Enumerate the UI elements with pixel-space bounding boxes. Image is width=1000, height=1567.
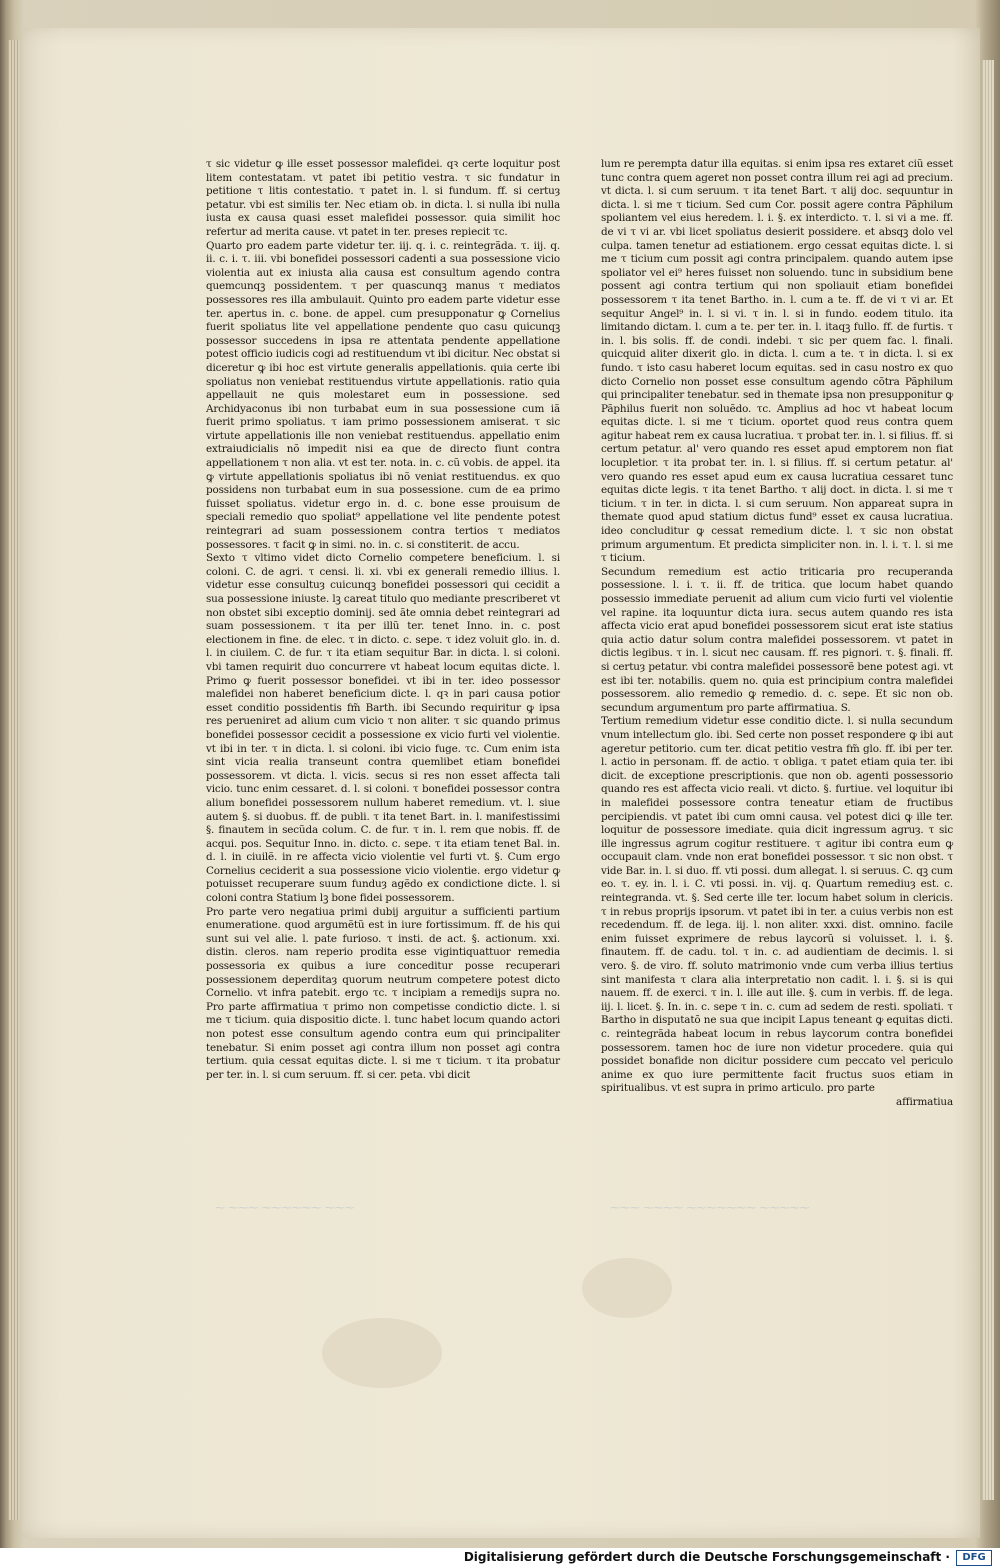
paper-stain bbox=[322, 1318, 442, 1388]
dfg-logo-icon: DFG bbox=[956, 1550, 992, 1566]
paragraph: Sexto τ vltimo videt dicto Cornelio competere beneficium. l. si coloni. C. de agri. τ censi. li. xi. vbi ex generali remedio illius. l. videtur esse consultuȝ cuicunqꝫ bonefidei possessori qui cecidit a sua possessione iniuste. lꝫ careat titulo quo mediante prescriberet vt non obstet sibi exceptio dominij. sed ãte omnia debet reintegrari ad suam possessionem. τ ita per illũ ter. tenet Inno. in. c. post electionem in fine. de elec. τ in dicto. c. sepe. τ idez voluit glo. in. d. l. in ciuilem. C. de fur. τ ita etiam sequitur Bar. in dicta. l. si coloni. vbi tamen requirit duo concurrere vt habeat locum equitas dicte. l. Primo ꝙ fuerit possessor bonefidei. vt ibi in ter. ideo possessor malefidei non haberet beneficium dicte. l. qꝛ in pari causa potior esset conditio possidentis fm̃ Barth. ibi Secundo requiritur ꝙ ipsa res perueniret ad alium cum vicio τ non aliter. τ sic quando primus bonefidei possessor cecidit a possessione ex vicio furti vel violentie. vt ibi in ter. τ in dicta. l. si coloni. ibi vicio fuge. τc. Cum enim ista sint vicia realia transeunt contra quemlibet etiam bonefidei possessorem. vt dicta. l. vicis. secus si res non esset affecta tali vicio. tunc enim cessaret. d. l. si coloni. τ bonefidei possessor contra alium bonefidei possessorem nullum haberet remedium. vt. l. siue autem §. si duobus. ff. de publi. τ ita tenet Bart. in. l. manifestissimi §. finautem in secũda colum. C. de fur. τ in. l. rem que nobis. ff. de acqui. pos. Sequitur Inno. in. dicto. c. sepe. τ ita etiam tenet Bal. in. d. l. in ciuilẽ. in re affecta vicio violentie vel furti vt. §. Cum ergo Cornelius ceciderit a sua possessione vicio violentie. ergo videtur ꝙ potuisset recuperare suum funduȝ agẽdo ex condictione dicte. l. si coloni contra Statium lꝫ bone fidei possessorem. bbox=[206, 552, 560, 905]
paragraph: lum re perempta datur illa equitas. si enim ipsa res extaret ciũ esset tunc contra quem ageret non posset contra illum rei agi ad precium. vt dicta. l. si cum seruum. τ ita tenet Bart. τ alij doc. sequuntur in dicta. l. si me τ ticium. Sed cum Cor. possit agere contra Pãphilum spoliantem vel eius heredem. l. i. §. ex interdicto. τ. l. si vi a me. ff. de vi τ vi ar. vbi licet spoliatus desierit possidere. et absqꝫ dolo vel culpa. tamen tenetur ad estiationem. ergo cessat equitas dicte. l. si me τ ticium cum possit agi contra principalem. quando autem ipse spoliator vel ei⁹ heres fuisset non soluendo. tunc in subsidium bene possent agi contra tertium qui non spoliauit etiam bonefidei possessorem τ ita tenet Bartho. in. l. cum a te. ff. de vi τ vi ar. Et sequitur Angel⁹ in. l. si vi. τ in. l. si in fundo. eodem titulo. ita limitando dictam. l. cum a te. per ter. in. l. itaqꝫ fullo. ff. de furtis. τ in. l. bis solis. ff. de condi. indebi. τ sic per quem fac. l. finali. quicquid aliter dixerit glo. in dicta. l. cum a te. τ in dicta. l. si ex fundo. τ isto casu haberet locum equitas. sed in casu nostro ex quo dicto Cornelio non posset esse consultum agendo cõtra Pãphilum qui principaliter tenebatur. sed in themate ipsa non presupponitur ꝙ Pãphilus fuerit non soluẽdo. τc. Amplius ad hoc vt habeat locum equitas dicte. l. si me τ ticium. oportet quod reus contra quem agitur habeat rem ex causa lucratiua. τ probat ter. in. l. si filius. ff. si certum petatur. al' vero quando res esset apud emptorem non fiat locupletior. τ ita probat ter. in. l. si filius. ff. si certum petatur. al' vero quando res esset apud eum ex causa lucratiua cessaret tunc equitas dicte legis. τ ita tenet Bartho. τ alij doct. in dicta. l. si me τ ticium. τ in ter. in dicta. l. si cum seruum. Non appareat supra in themate quod apud statium dictus fund⁹ esset ex causa lucratiua. ideo concluditur ꝙ cessat remedium dicte. l. τ sic non obstat primum argumentum. Et predicta simpliciter non. in. l. i. τ. l. si me τ ticium. bbox=[601, 158, 953, 565]
right-text-column bbox=[601, 158, 953, 1110]
paragraph: Pro parte vero negatiua primi dubij arguitur a sufficienti partium enumeratione. quod argumẽtũ est in iure fortissimum. ff. de his qui sunt sui vel alie. l. pate furioso. τ insti. de act. §. actionum. xxi. distin. cleros. nam reperio prodita esse vigintiquattuor remedia possessoria ex quibus a iure conceditur posse recuperari possessionem deperditaȝ quorum neutrum competere potest dicto Cornelio. vt infra patebit. ergo τc. τ incipiam a remedijs supra no. Pro parte affirmatiua τ primo non competisse condictio dicte. l. si me τ ticium. quia dispositio dicte. l. tunc habet locum quando actori non potest esse consultum agendo contra eum qui principaliter tenebatur. Si enim posset agi contra illum non posset agi contra tertium. quia cessat equitas dicte. l. si me τ ticium. τ ita probatur per ter. in. l. si cum seruum. ff. si cer. peta. vbi dicit bbox=[206, 905, 560, 1081]
paragraph: τ sic videtur ꝙ ille esset possessor malefidei. qꝛ certe loquitur post litem contestatam. vt patet ibi petitio vestra. τ sic fundatur in petitione τ litis contestatio. τ patet in. l. si fundum. ff. si certuȝ petatur. vbi est similis ter. Nec etiam ob. in dicta. l. si nulla ibi nulla iusta ex causa quasi esset malefidei possessor. quia similit hoc refertur ad merita cause. vt patet in ter. preses repiecit τc. bbox=[206, 158, 560, 238]
show-through-text: ⁓⁓⁓ ⁓⁓⁓⁓ ⁓⁓⁓⁓⁓⁓⁓ ⁓⁓⁓⁓⁓ bbox=[610, 1203, 810, 1214]
funding-notice: Digitalisierung gefördert durch die Deutsche Forschungsgemeinschaft · bbox=[463, 1550, 950, 1564]
show-through-text: ⁓ ⁓⁓⁓ ⁓⁓⁓⁓⁓⁓ ⁓⁓⁓ bbox=[215, 1203, 355, 1214]
paper-stain bbox=[582, 1258, 672, 1318]
left-text-column bbox=[206, 158, 560, 1082]
book-edge-left bbox=[8, 40, 20, 1520]
paragraph: Secundum remedium est actio triticaria pro recuperanda possessione. l. i. τ. ii. ff. de tritica. que locum habet quando possessio immediate peruenit ad alium cum vicio furti vel violentie vel rapine. ita loquuntur dicta iura. secus autem quando res ista affecta vicio erat apud bonefidei possessorem sicut erat iste statius quia actio datur solum contra malefidei possessorem. vt patet in dictis legibus. τ in. l. sicut nec causam. ff. res pignori. τ. §. finali. ff. si certuȝ petatur. vbi contra malefidei possessorẽ bene potest agi. vt est ibi ter. notabilis. quem no. quia est principium contra malefidei possessorem. alio remedio ꝙ remedio. d. c. sepe. Et sic non ob. secundum argumentum pro parte affirmatiua. S. bbox=[601, 565, 953, 714]
paragraph: Quarto pro eadem parte videtur ter. iij. q. i. c. reintegrãda. τ. iij. q. ii. c. i. τ. iii. vbi bonefidei possessori cadenti a sua possessione vicio violentia aut ex iniusta alia causa est consultum agendo contra quemcunqꝫ possidentem. τ per quascunqꝫ manus τ mediatos possessores res illa ambulauit. Quinto pro eadem parte videtur esse ter. apertus in. c. bone. de appel. cum presupponatur ꝙ Cornelius fuerit spoliatus lite vel appellatione pendente quo casu quicunqꝫ possessor succedens in ipsa re attentata pendente appellatione potest officio iudicis cogi ad restituendum vt ibi dicitur. Nec obstat si diceretur ꝙ ibi hoc est virtute generalis appellationis. quia certe ibi spoliatus non veniebat restituendus virtute appellationis. ratio quia appellauit ne quis molestaret eum in possessione. sed Archidyaconus ibi non turbabat eum in sua possessione cum iã fuerit primo spoliatus. τ iam primo possessionem amiserat. τ sic virtute appellationis ille non veniebat restituendus. appellatio enim extraiudicialis nõ impedit nisi ea que de directo fiunt contra appellationem τ non alia. vt est ter. nota. in. c. cũ vobis. de appel. ita ꝙ virtute appellationis spoliatus ibi nõ veniat restituendus. ex quo possidens non turbabat eum in sua possessione. cum de ea primo fuisset spoliatus. videtur ergo in. d. c. bone esse prouisum de speciali remedio quo spoliat⁹ appellatione vel lite pendente potest reintegrari ad suam possessionem contra tertios τ mediatos possessores. τ facit ꝙ in simi. no. in. c. si constiterit. de accu. bbox=[206, 239, 560, 551]
catchword: affirmatiua bbox=[896, 1095, 953, 1108]
book-edge-right bbox=[982, 60, 994, 1500]
paragraph: Tertium remedium videtur esse conditio dicte. l. si nulla secundum vnum intellectum glo. ibi. Sed certe non posset respondere ꝙ ibi aut ageretur petitorio. cum ter. dicat petitio vestra fm̃ glo. ff. ibi per ter. l. actio in personam. ff. de actio. τ obliga. τ patet etiam quia ter. ibi dicit. de exceptione prescriptionis. que non ob. agenti possessorio quando res est affecta vicio reali. vt dicto. §. furtiue. vel loquitur ibi in malefidei possessore contra teneatur etiam de fructibus percipiendis. vt patet ibi cum omni causa. vel potest dici ꝙ ille ter. loquitur de possessore imediate. quia dicit ingressum agruȝ. τ sic ille ingressus agrum cogitur restituere. τ agitur ibi contra eum ꝙ occupauit clam. vnde non erat bonefidei possessor. τ sic non obst. τ vide Bar. in. l. si duo. ff. vti possi. dum allegat. l. si seruus. C. qꝫ cum eo. τ. ey. in. l. i. C. vti possi. in. vij. q. Quartum remediuȝ est. c. reintegranda. vt. §. Sed certe ille ter. locum habet solum in clericis. τ in rebus proprijs ipsorum. vt patet ibi in ter. a cuius verbis non est recedendum. ff. de lega. iij. l. non aliter. xxxi. dist. omnino. facile enim fuisset exprimere de rebus laycorũ si voluisset. l. i. §. finautem. ff. de cadu. tol. τ in. c. ad audientiam de decimis. l. si vero. §. de viro. ff. soluto matrimonio vnde cum verba illius tertius sint manifesta τ clara alia interpretatio non cadit. l. i. §. si is qui nauem. ff. de exerci. τ in. l. ille aut ille. §. cum in verbis. ff. de lega. iij. l. licet. §. In. in. c. sepe τ in. c. cum ad sedem de resti. spoliati. τ Bartho in disputatõ ne sua que incipit Lapus teneant ꝙ equitas dicti. c. reintegrãda habeat locum in rebus laycorum contra bonefidei possessorem. tamen hoc de iure non videtur procedere. quia qui possidet bonafide non dicitur possidere cum peccato vel periculo anime ex quo iure permittente facit fructus suos etiam in spiritualibus. vt est supra in primo articulo. pro parte bbox=[601, 715, 953, 1095]
digitization-footer bbox=[0, 1548, 1000, 1567]
